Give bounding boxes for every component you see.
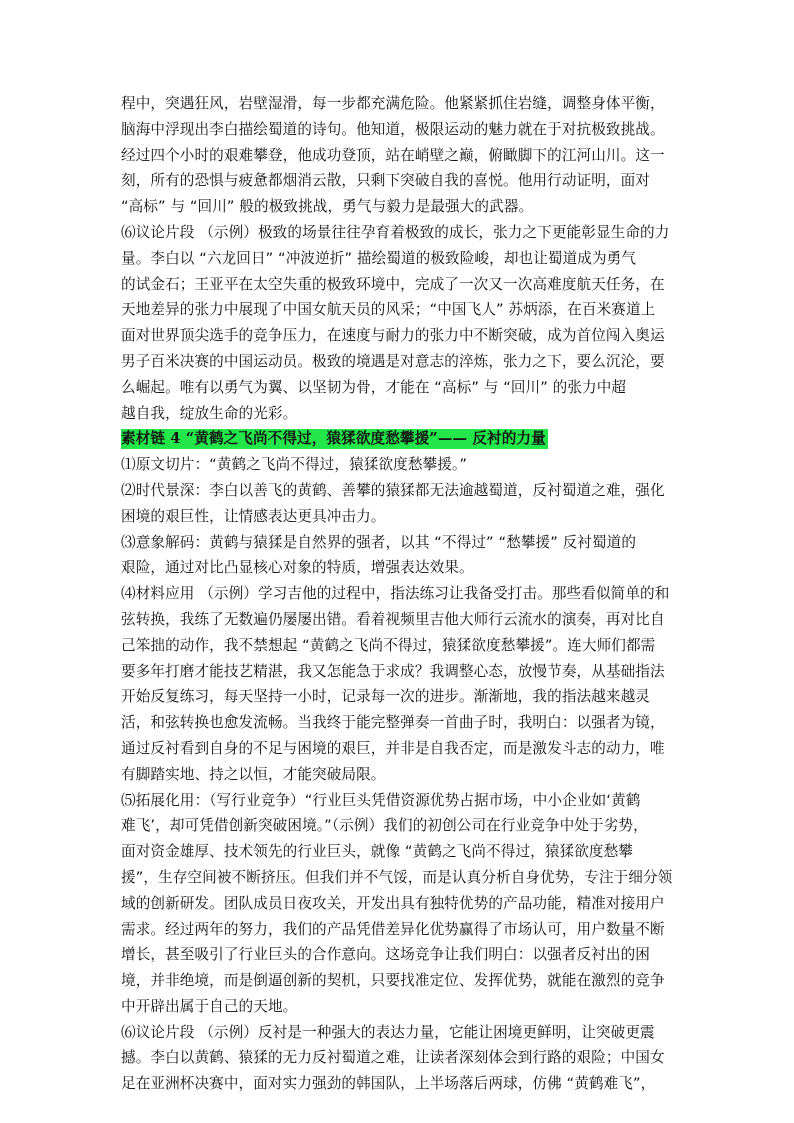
text-line: 艰险，通过对比凸显核心对象的特质，增强表达效果。 bbox=[121, 559, 474, 577]
text-line: 难飞’，却可凭借创新突破困境。”（示例）我们的初创公司在行业竞争中处于劣势， bbox=[121, 817, 648, 835]
text-line: 域的创新研发。团队成员日夜攻关，开发出具有独特优势的产品功能，精准对接用户 bbox=[121, 894, 665, 912]
text-line: 天地差异的张力中展现了中国女航天员的风采；“中国飞人” 苏炳添，在百米赛道上 bbox=[121, 301, 656, 319]
text-line: 程中，突遇狂风，岩壁湿滑，每一步都充满危险。他紧紧抓住岩缝，调整身体平衡， bbox=[121, 95, 665, 112]
text-line: 增长，甚至吸引了行业巨头的合作意向。这场竞争让我们明白：以强者反衬出的困 bbox=[121, 946, 650, 964]
document-body bbox=[121, 91, 687, 1097]
text-line: 通过反衬看到自身的不足与困境的艰巨，并非是自我否定，而是激发斗志的动力，唯 bbox=[121, 739, 665, 757]
text-line: 援”，生存空间被不断挤压。但我们并不气馁，而是认真分析自身优势，专注于细分领 bbox=[121, 868, 673, 886]
text-line: 足在亚洲杯决赛中，面对实力强劲的韩国队，上半场落后两球，仿佛 “黄鹤难飞”， bbox=[121, 1075, 656, 1093]
text-line: 要多年打磨才能技艺精湛，我又怎能急于求成？我调整心态，放慢节奏，从基础指法 bbox=[121, 662, 665, 680]
text-line: ⑴原文切片：“黄鹤之飞尚不得过，猿猱欲度愁攀援。” bbox=[121, 456, 467, 474]
text-line: 量。李白以 “六龙回日” “冲波逆折” 描绘蜀道的极致险峻，却也让蜀道成为勇气 bbox=[121, 249, 637, 267]
text-line: ⑶意象解码：黄鹤与猿猱是自然界的强者，以其 “不得过” “愁攀援” 反衬蜀道的 bbox=[121, 533, 637, 551]
text-line: 刻，所有的恐惧与疲惫都烟消云散，只剩下突破自我的喜悦。他用行动证明，面对 bbox=[121, 172, 650, 190]
text-line: “高标” 与 “回川” 般的极致挑战，勇气与毅力是最强大的武器。 bbox=[121, 198, 534, 216]
text-line: 经过四个小时的艰难攀登，他成功登顶，站在峭壁之巅，俯瞰脚下的江河山川。这一 bbox=[121, 146, 665, 164]
text-line: 弦转换，我练了无数遍仍屡屡出错。看着视频里吉他大师行云流水的演奏，再对比自 bbox=[121, 610, 665, 628]
text-line: 有脚踏实地、持之以恒，才能突破局限。 bbox=[121, 765, 386, 783]
text-line: 面对资金雄厚、技术领先的行业巨头，就像 “黄鹤之飞尚不得过，猿猱欲度愁攀 bbox=[121, 843, 633, 861]
text-line: 己笨拙的动作，我不禁想起 “黄鹤之飞尚不得过，猿猱欲度愁攀援”。连大师们都需 bbox=[121, 636, 656, 654]
text-line: ⑷材料应用 （示例）学习吉他的过程中，指法练习让我备受打击。那些看似简单的和 bbox=[121, 585, 670, 603]
text-line: 撼。李白以黄鹤、猿猱的无力反衬蜀道之难，让读者深刻体会到行路的艰险；中国女 bbox=[121, 1049, 665, 1067]
text-line: ⑵时代景深：李白以善飞的黄鹤、善攀的猿猱都无法逾越蜀道，反衬蜀道之难，强化 bbox=[121, 481, 665, 499]
text-line: 男子百米决赛的中国运动员。极致的境遇是对意志的淬炼，张力之下，要么沉沦，要 bbox=[121, 352, 665, 370]
text-line: 开始反复练习，每天坚持一小时，记录每一次的进步。渐渐地，我的指法越来越灵 bbox=[121, 688, 650, 706]
text-line: 的试金石；王亚平在太空失重的极致环境中，完成了一次又一次高难度航天任务，在 bbox=[121, 275, 665, 293]
text-line: 境，并非绝境，而是倒逼创新的契机，只要找准定位、发挥优势，就能在激烈的竞争 bbox=[121, 972, 665, 990]
text-line: 面对世界顶尖选手的竞争压力，在速度与耐力的张力中不断突破，成为首位闯入奥运 bbox=[121, 327, 665, 345]
text-line: 活，和弦转换也愈发流畅。当我终于能完整弹奏一首曲子时，我明白：以强者为镜， bbox=[121, 714, 665, 732]
text-line: 越自我，绽放生命的光彩。 bbox=[121, 404, 298, 422]
text-line: ⑸拓展化用：（写行业竞争）“行业巨头凭借资源优势占据市场，中小企业如‘黄鹤 bbox=[121, 791, 641, 809]
text-line: 中开辟出属于自己的天地。 bbox=[121, 997, 298, 1015]
section-heading-line bbox=[121, 426, 687, 452]
text-line: 困境的艰巨性，让情感表达更具冲击力。 bbox=[121, 507, 386, 525]
section-heading: 素材链 4 “黄鹤之飞尚不得过，猿猱欲度愁攀援”—— 反衬的力量 bbox=[121, 430, 546, 448]
text-line: ⑹议论片段 （示例）反衬是一种强大的表达力量，它能让困境更鲜明，让突破更震 bbox=[121, 1023, 655, 1041]
text-line: 脑海中浮现出李白描绘蜀道的诗句。他知道，极限运动的魅力就在于对抗极致挑战。 bbox=[121, 120, 665, 138]
text-line: ⑹议论片段 （示例）极致的场景往往孕育着极致的成长，张力之下更能彰显生命的力 bbox=[121, 223, 670, 241]
text-line: 么崛起。唯有以勇气为翼、以坚韧为骨，才能在 “高标” 与 “回川” 的张力中超 bbox=[121, 378, 627, 396]
text-line: 需求。经过两年的努力，我们的产品凭借差异化优势赢得了市场认可，用户数量不断 bbox=[121, 920, 665, 938]
